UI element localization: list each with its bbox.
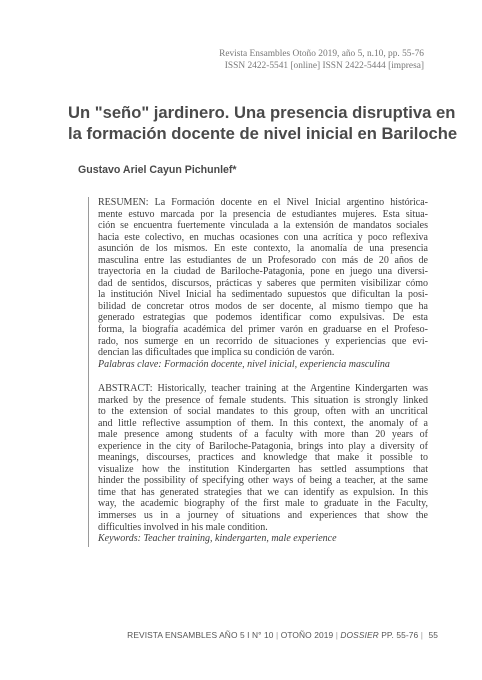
abstract-line: male presence among students of a faculty with more than 20 years of xyxy=(98,429,428,441)
abstract-line: and little reflective assumption of them. In this context, the anomaly of a xyxy=(98,417,428,429)
footer-separator: | xyxy=(420,630,424,640)
article-title xyxy=(68,102,458,144)
page-number: 55 xyxy=(428,630,438,640)
footer-separator: | xyxy=(276,630,279,640)
resumen-line: bilidad de concretar otros modos de ser docente, al mismo tiempo que ha xyxy=(98,300,428,312)
article-title-line-2: la formación docente de nivel inicial en Bariloche xyxy=(68,124,458,143)
abstract-line: marked by the presence of female students. This situation is strongly linked xyxy=(98,394,428,406)
resumen-paragraph xyxy=(98,197,428,370)
resumen-line: hacia este colectivo, en muchas ocasiones con una acrítica y poco reflexiva xyxy=(98,231,428,243)
footer-journal: REVISTA ENSAMBLES AÑO 5 I N° 10 xyxy=(127,630,274,640)
article-title-line-1: Un "seño" jardinero. Una presencia disruptiva en xyxy=(68,103,456,122)
abstract-paragraph xyxy=(98,383,428,545)
journal-metadata xyxy=(219,49,424,72)
journal-issn: ISSN 2422-5541 [online] ISSN 2422-5444 [impresa] xyxy=(224,60,424,71)
footer-pages: PP. 55-76 xyxy=(381,630,419,640)
abstract-line: to the extension of social mandates to this group, often with an uncritical xyxy=(98,406,428,418)
page-footer xyxy=(127,630,438,640)
journal-citation: Revista Ensambles Otoño 2019, año 5, n.10, pp. 55-76 xyxy=(219,49,424,59)
footer-season: OTOÑO 2019 xyxy=(280,630,334,640)
footer-section: DOSSIER xyxy=(340,630,379,640)
resumen-line: masculina entre las estudiantes de un Profesorado con más de 20 años de xyxy=(98,254,428,266)
resumen-line: rado, nos sumerge en un recorrido de situaciones y experiencias que evi- xyxy=(98,335,428,347)
abstract-line: meanings, discourses, practices and knowledge that make it possible to xyxy=(98,452,428,464)
resumen-line: asunción de los mismos. En este contexto, la anomalía de una presencia xyxy=(98,243,428,255)
abstract-line: immerses us in a journey of situations and experiences that show the xyxy=(98,510,428,522)
resumen-line: generado estrategias que podemos identificar como expulsivas. De esta xyxy=(98,312,428,324)
abstract-line: time that has generated strategies that we can identify as expulsion. In this xyxy=(98,486,428,498)
resumen-line: forma, la biografía académica del primer varón en graduarse en el Profeso- xyxy=(98,324,428,336)
abstract-block xyxy=(88,197,426,547)
resumen-line: RESUMEN: La Formación docente en el Nivel Inicial argentino histórica- xyxy=(98,197,428,208)
abstract-line: ABSTRACT: Historically, teacher training at the Argentine Kindergarten was xyxy=(98,383,428,394)
abstract-keywords: Keywords: Teacher training, kindergarten, male experience xyxy=(98,533,337,545)
footer-separator: | xyxy=(335,630,338,640)
abstract-line: experience in the city of Bariloche-Patagonia, brings into play a diversity of xyxy=(98,440,428,452)
abstract-line: way, the academic biography of the first male to graduate in the Faculty, xyxy=(98,498,428,510)
resumen-line: mente estuvo marcada por la presencia de estudiantes mujeres. Esta situa- xyxy=(98,208,428,220)
resumen-keywords: Palabras clave: Formación docente, nivel inicial, experiencia masculina xyxy=(98,358,390,370)
abstract-line: difficulties involved in his male condition. xyxy=(98,521,268,533)
article-author: Gustavo Ariel Cayun Pichunlef* xyxy=(78,164,237,176)
resumen-line: ción se encuentra fuertemente vinculada a la extensión de mandatos sociales xyxy=(98,220,428,232)
resumen-line: dencian las dificultades que implica su condición de varón. xyxy=(98,347,335,359)
resumen-line: trayectoria en la ciudad de Bariloche-Patagonia, pone en juego una diversi- xyxy=(98,266,428,278)
abstract-line: hinder the possibility of specifying other ways of being a teacher, at the same xyxy=(98,475,428,487)
abstract-line: visualize how the institution Kindergarten has settled assumptions that xyxy=(98,463,428,475)
resumen-line: dad de sentidos, discursos, prácticas y saberes que permiten visibilizar cómo xyxy=(98,277,428,289)
resumen-line: la institución Nivel Inicial ha sedimentado supuestos que dificultan la posi- xyxy=(98,289,428,301)
